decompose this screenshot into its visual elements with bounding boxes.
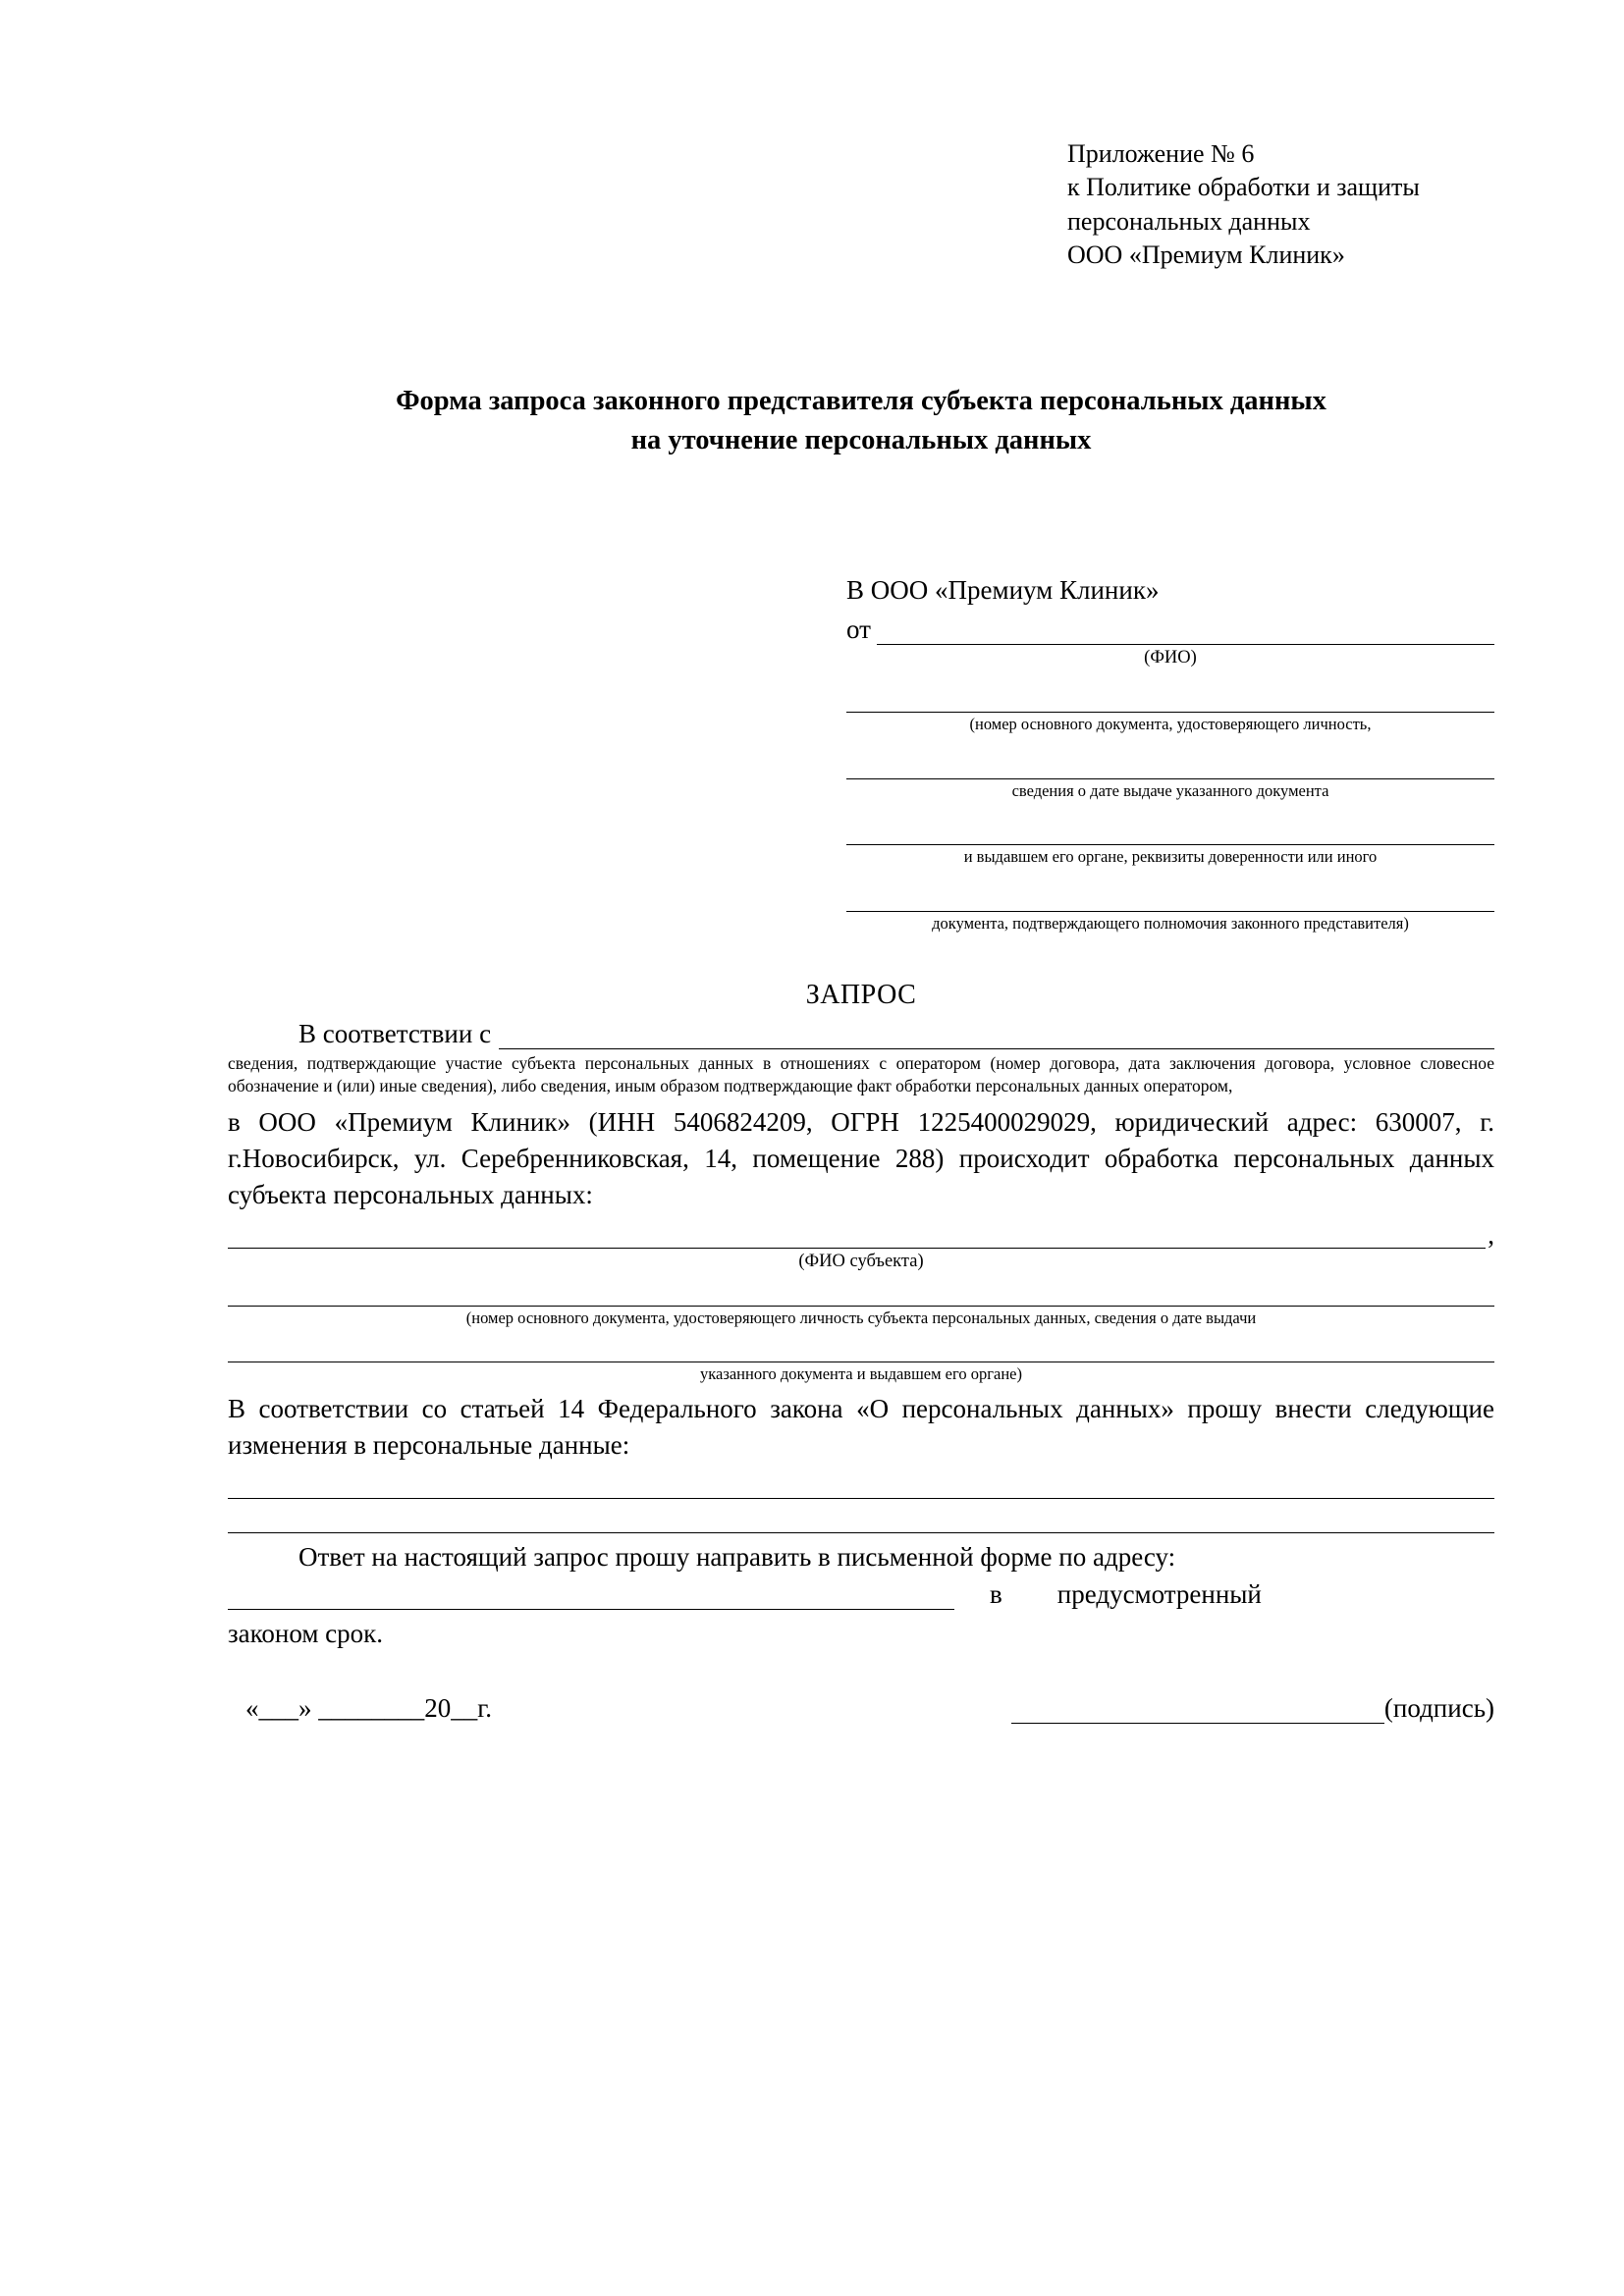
addressee-fio-field[interactable] xyxy=(877,624,1494,645)
addressee-fio-caption: (ФИО) xyxy=(1144,647,1197,667)
addressee-doc-issuer-caption: и выдавшем его органе, реквизиты доверенности или иного xyxy=(963,847,1378,867)
appendix-policy-line-1: к Политике обработки и защиты xyxy=(1067,173,1420,202)
signature-row xyxy=(228,1693,1494,1724)
addressee-organization: В ООО «Премиум Клиник» xyxy=(846,574,1160,605)
law-paragraph: В соответствии со статьей 14 Федерального закона «О персональных данных» прошу внести следующие изменения в персональные данные: xyxy=(228,1394,1494,1461)
subject-fio-comma: , xyxy=(1488,1219,1494,1250)
appendix-number: Приложение № 6 xyxy=(1067,139,1255,168)
subject-doc-caption: (номер основного документа, удостоверяющего личность субъекта персональных данных, сведения о дате выдачи xyxy=(465,1308,1257,1327)
answer-tail: предусмотренный xyxy=(1056,1578,1262,1609)
addressee-doc-number-field[interactable] xyxy=(846,682,1494,713)
appendix-policy-line-2: персональных данных xyxy=(1067,206,1311,236)
addressee-doc-number-caption: (номер основного документа, удостоверяющего личность, xyxy=(969,715,1372,734)
answer-lead-paragraph: Ответ на настоящий запрос прошу направить в письменной форме по адресу: xyxy=(298,1541,1176,1572)
organization-paragraph: в ООО «Премиум Клиник» (ИНН 5406824209, ОГРН 1225400029029, юридический адрес: 630007, г. г.Новосибирск, ул. Серебренниковская, 14, помещение 288) происходит обработка персональных данных субъекта персональных данных: xyxy=(228,1106,1494,1210)
request-note: сведения, подтверждающие участие субъекта персональных данных в отношениях с оператором (номер договора, дата заключения договора, условное словесное обозначение и (или) иные сведения), либо сведения, иным образом подтверждающие факт обработки персональных данных оператором, xyxy=(228,1052,1494,1096)
changes-field-line-2[interactable] xyxy=(228,1499,1494,1533)
changes-field-line-1[interactable] xyxy=(228,1465,1494,1499)
subject-fio-row xyxy=(228,1214,1494,1249)
subject-doc-issuer-field[interactable] xyxy=(228,1328,1494,1362)
addressee-doc-date-caption: сведения о дате выдаче указанного документа xyxy=(1011,780,1329,800)
signature-date-template[interactable]: «___» ________20__г. xyxy=(245,1693,493,1724)
appendix-header xyxy=(1067,137,1494,272)
answer-last-line: законом срок. xyxy=(228,1618,384,1648)
subject-fio-caption: (ФИО субъекта) xyxy=(798,1251,924,1271)
appendix-org: ООО «Премиум Клиник» xyxy=(1067,240,1345,269)
answer-address-row xyxy=(228,1577,1494,1610)
page-title-line-2: на уточнение персональных данных xyxy=(630,424,1092,455)
in-accordance-label: В соответствии с xyxy=(298,1018,492,1048)
addressee-doc-authority-field[interactable] xyxy=(846,881,1494,912)
document-content xyxy=(228,137,1494,1724)
page-title-line-1: Форма запроса законного представителя субъекта персональных данных xyxy=(396,386,1326,417)
signature-field[interactable] xyxy=(1011,1695,1384,1724)
answer-address-field[interactable] xyxy=(228,1577,954,1610)
subject-fio-field[interactable] xyxy=(228,1214,1486,1249)
addressee-doc-issuer-field[interactable] xyxy=(846,815,1494,845)
subject-doc-issuer-caption: указанного документа и выдавшем его органе) xyxy=(700,1364,1022,1384)
addressee-from-row xyxy=(846,614,1494,645)
in-accordance-row xyxy=(228,1019,1494,1049)
subject-doc-field[interactable] xyxy=(228,1272,1494,1307)
request-heading: ЗАПРОС xyxy=(805,979,917,1010)
addressee-doc-date-field[interactable] xyxy=(846,749,1494,779)
addressee-from-label: от xyxy=(846,614,871,644)
addressee-block xyxy=(846,575,1494,934)
answer-preposition: в xyxy=(990,1578,1002,1609)
signature-label: (подпись) xyxy=(1383,1693,1494,1724)
addressee-doc-authority-caption: документа, подтверждающего полномочия законного представителя) xyxy=(932,913,1409,933)
page-title xyxy=(228,382,1494,459)
in-accordance-field[interactable] xyxy=(499,1029,1494,1049)
